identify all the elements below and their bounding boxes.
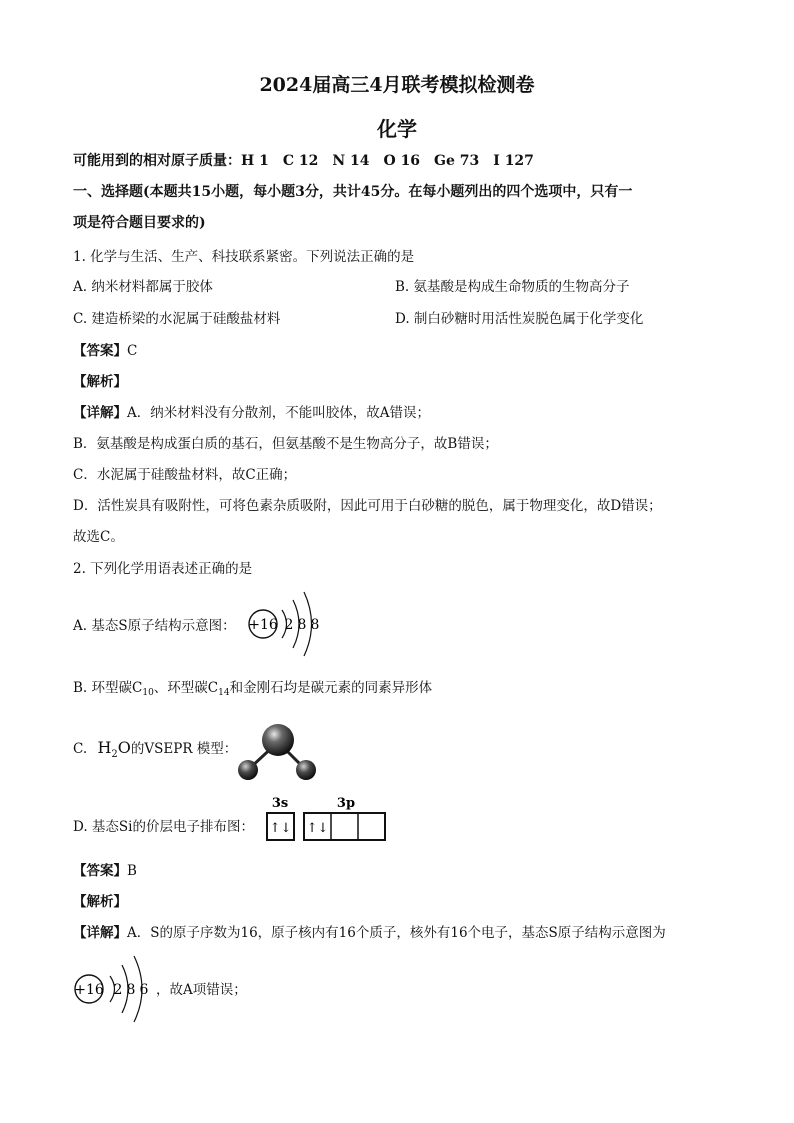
orbital-label-3s: 3s	[271, 796, 289, 811]
q2-option-d-text: D. 基态Si的价层电子排布图：	[73, 819, 254, 835]
q2-option-b-part2: 、环型碳C	[153, 680, 219, 696]
hydrogen-atom-left	[238, 760, 258, 780]
q2-option-c-label: C.	[73, 741, 92, 757]
q2-option-c	[73, 737, 237, 760]
si-orbital-diagram	[264, 793, 392, 845]
formula-o: O	[117, 738, 131, 757]
q1-option-d: D. 制白砂糖时用活性炭脱色属于化学变化	[395, 311, 644, 327]
subject-title: 化学	[377, 117, 417, 141]
q1-answer	[73, 339, 137, 359]
q1-detail-label: 【详解】	[73, 405, 127, 421]
orbital-3p-electron-pair-icon: ↑↓	[306, 821, 329, 836]
section-heading-line2: 项是符合题目要求的)	[73, 215, 206, 231]
q1-answer-value: C	[127, 343, 138, 359]
q1-option-b: B. 氨基酸是构成生命物质的生物高分子	[395, 279, 630, 295]
q2-answer	[73, 859, 137, 879]
oxygen-atom	[262, 724, 294, 756]
q2-option-a-text: A. 基态S原子结构示意图：	[73, 618, 236, 634]
formula-h-subscript: 2	[111, 749, 118, 760]
q2-answer-value: B	[127, 863, 137, 879]
shell-count-1: 2	[284, 617, 294, 633]
q1-option-a: A. 纳米材料都属于胶体	[73, 279, 213, 295]
atomic-mass-line: 可能用到的相对原子质量：H 1 C 12 N 14 O 16 Ge 73 I 127	[73, 153, 534, 169]
q2-detail-line-1	[73, 921, 666, 941]
q1-stem: 1. 化学与生活、生产、科技联系紧密。下列说法正确的是	[73, 249, 415, 265]
section-heading-line1: 一、选择题(本题共15小题，每小题3分，共计45分。在每小题列出的四个选项中，只有一	[73, 184, 633, 200]
q2-option-b-part1: B. 环型碳C	[73, 680, 143, 696]
sulfur-atom-structure-diagram	[246, 590, 326, 658]
nucleus-charge: +16	[74, 982, 104, 998]
q1-option-c: C. 建造桥梁的水泥属于硅酸盐材料	[73, 311, 281, 327]
q1-detail-text-1: A．纳米材料没有分散剂，不能叫胶体，故A错误；	[127, 405, 430, 421]
hydrogen-atom-right	[296, 760, 316, 780]
sulfur-correct-structure-diagram	[72, 954, 158, 1024]
shell-count-3: 8	[310, 617, 320, 633]
nucleus-charge: +16	[248, 617, 278, 633]
q1-analysis-label: 【解析】	[73, 374, 127, 390]
q2-option-b-sub1: 10	[142, 688, 154, 698]
q2-stem: 2. 下列化学用语表述正确的是	[73, 561, 253, 577]
q1-detail-line-3: C．水泥属于硅酸盐材料，故C正确；	[73, 467, 297, 483]
q2-detail-text-1: A．S的原子序数为16，原子核内有16个质子，核外有16个电子，基态S原子结构示意图为	[127, 925, 666, 941]
q1-detail-line-4: D．活性炭具有吸附性，可将色素杂质吸附，因此可用于白砂糖的脱色，属于物理变化，故D错误；	[73, 498, 662, 514]
orbital-label-3p: 3p	[336, 796, 356, 811]
q2-option-b-part3: 和金刚石均是碳元素的同素异形体	[229, 680, 433, 696]
q1-detail-line-5: 故选C。	[73, 529, 124, 545]
document-title: 2024届高三4月联考模拟检测卷	[259, 74, 535, 96]
q1-detail-line-2: B．氨基酸是构成蛋白质的基石，但氨基酸不是生物高分子，故B错误；	[73, 436, 498, 452]
shell-count-3: 6	[139, 982, 149, 998]
water-vsepr-model-icon	[234, 716, 320, 782]
q2-detail-end: ，故A项错误；	[156, 982, 247, 998]
q1-detail-line-1	[73, 401, 430, 421]
q2-answer-label: 【答案】	[73, 863, 127, 879]
q2-detail-label: 【详解】	[73, 925, 127, 941]
q2-option-b	[73, 676, 432, 698]
shell-count-1: 2	[113, 982, 123, 998]
shell-count-2: 8	[126, 982, 136, 998]
q2-option-b-sub2: 14	[218, 688, 230, 698]
shell-count-2: 8	[297, 617, 307, 633]
orbital-3s-electron-pair-icon: ↑↓	[269, 821, 292, 836]
formula-h: H	[97, 738, 112, 757]
q2-option-c-rest: 的VSEPR 模型：	[130, 741, 238, 757]
q2-analysis-label: 【解析】	[73, 894, 127, 910]
q1-answer-label: 【答案】	[73, 343, 127, 359]
